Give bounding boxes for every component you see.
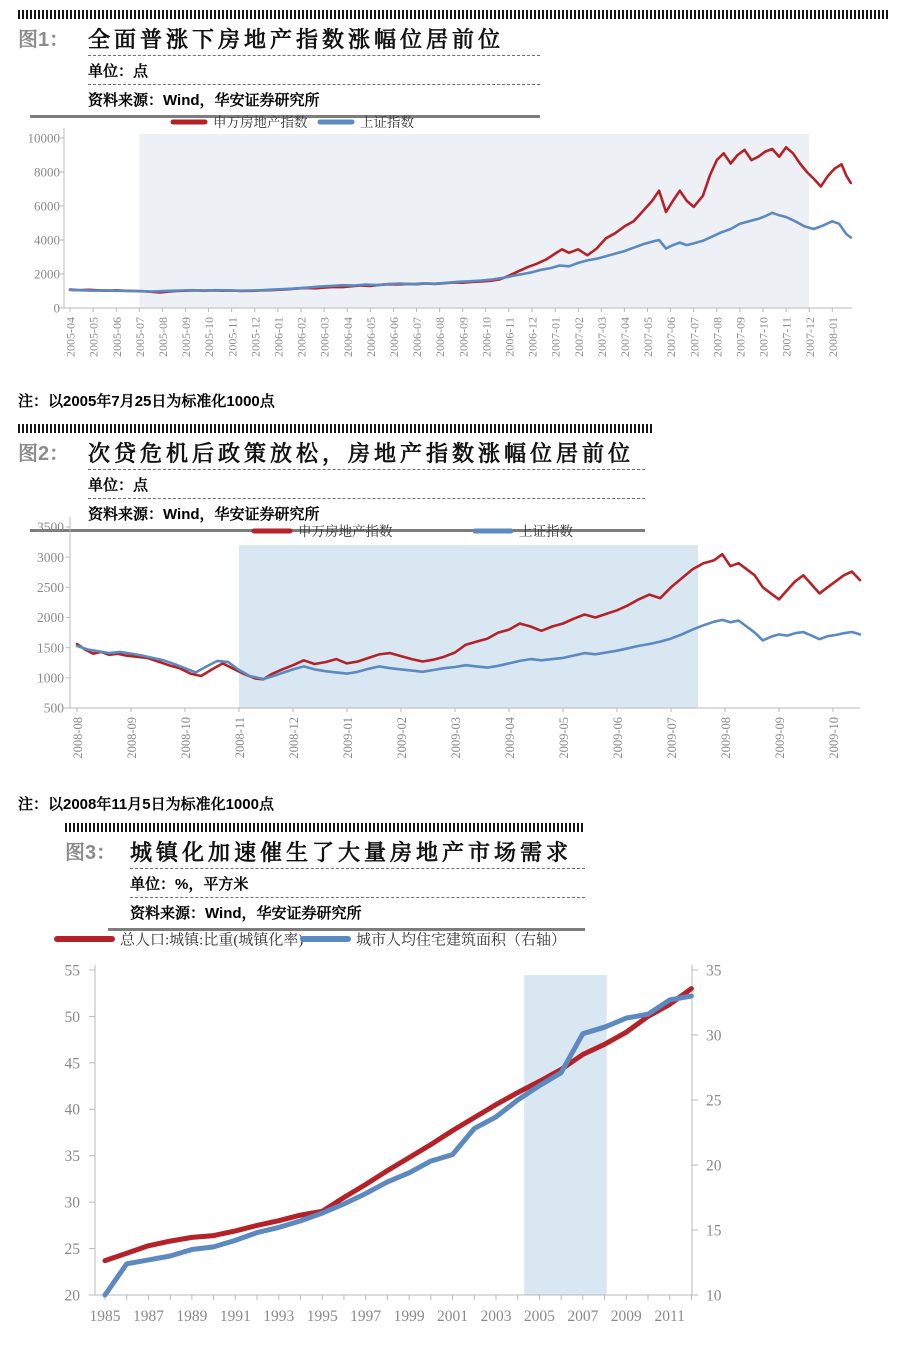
x-tick-label: 2005-06 (109, 317, 124, 357)
legend-label: 上证指数 (519, 524, 573, 539)
figure-1-header (18, 10, 890, 118)
y-tick-label: 1000 (37, 670, 64, 686)
x-tick-label: 2007 (567, 1308, 599, 1325)
x-tick-label: 2009-09 (772, 717, 787, 759)
figure-3-label: 图3： (65, 842, 117, 864)
x-tick-label: 2008-12 (286, 717, 301, 759)
x-tick-label: 2005-10 (202, 317, 217, 357)
x-tick-label: 2005-05 (86, 317, 101, 357)
x-tick-label: 2008-09 (124, 717, 139, 759)
figure-3-header (65, 823, 585, 931)
x-tick-label: 2007-11 (779, 317, 794, 357)
y-tick-label: 2500 (37, 580, 64, 596)
legend-label: 城市人均住宅建筑面积（右轴） (356, 932, 567, 949)
x-tick-label: 2007-12 (802, 317, 817, 357)
y-tick-label: 50 (64, 1008, 80, 1026)
legend-label: 总人口:城镇:比重(城镇化率) (120, 932, 304, 949)
pinstripe-bar (18, 10, 890, 19)
x-tick-label: 2006-04 (340, 317, 355, 357)
x-tick-label: 1991 (219, 1308, 251, 1325)
y-tick-label: 6000 (34, 198, 60, 214)
x-tick-label: 1987 (132, 1308, 164, 1325)
right-y-tick-label: 30 (706, 1027, 722, 1045)
figure-3-source: 资料来源：Wind，华安证券研究所 (130, 905, 362, 922)
x-tick-label: 1997 (350, 1308, 382, 1325)
y-tick-label: 8000 (34, 164, 60, 180)
x-tick-label: 2007-05 (641, 317, 656, 357)
x-tick-label: 1995 (306, 1308, 338, 1325)
x-tick-label: 2005-09 (179, 317, 194, 357)
x-tick-label: 2007-09 (733, 317, 748, 357)
figure-2-title: 次贷危机后政策放松，房地产指数涨幅位居前位 (88, 440, 635, 466)
pinstripe-bar (65, 823, 585, 832)
y-tick-label: 0 (53, 300, 60, 316)
highlight-band (524, 975, 607, 1295)
right-y-tick-label: 35 (706, 962, 722, 980)
x-tick-label: 2005-11 (225, 317, 240, 357)
figure-1-label: 图1： (18, 29, 70, 51)
x-tick-label: 2006-05 (363, 317, 378, 357)
x-tick-label: 2006-11 (502, 317, 517, 357)
legend-label: 上证指数 (360, 115, 414, 130)
y-tick-label: 20 (64, 1287, 80, 1305)
x-tick-label: 2006-10 (479, 317, 494, 357)
x-tick-label: 2009-03 (448, 717, 463, 759)
x-tick-label: 2003 (480, 1308, 512, 1325)
x-tick-label: 2006-12 (525, 317, 540, 357)
y-tick-label: 40 (64, 1101, 80, 1119)
x-tick-label: 2009-01 (340, 717, 355, 759)
x-tick-label: 2007-07 (687, 317, 702, 357)
x-tick-label: 1985 (89, 1308, 121, 1325)
y-tick-label: 10000 (27, 130, 60, 146)
y-tick-label: 500 (43, 700, 64, 716)
chart-1-canvas (0, 112, 900, 382)
x-tick-label: 2007-10 (756, 317, 771, 357)
x-tick-label: 2009-07 (664, 717, 679, 759)
figure-3-title: 城镇化加速催生了大量房地产市场需求 (130, 839, 573, 865)
chart-3-canvas (0, 925, 900, 1347)
y-tick-label: 1500 (37, 640, 64, 656)
x-tick-label: 2008-08 (70, 717, 85, 759)
x-tick-label: 2009 (610, 1308, 642, 1325)
x-tick-label: 2005-07 (132, 317, 147, 357)
x-tick-label: 2008-01 (825, 317, 840, 357)
figure-1-title: 全面普涨下房地产指数涨幅位居前位 (88, 26, 505, 52)
y-tick-label: 45 (64, 1055, 80, 1073)
figure-2-note: 注：以2008年11月5日为标准化1000点 (18, 796, 274, 813)
x-tick-label: 2007-02 (571, 317, 586, 357)
right-y-tick-label: 25 (706, 1092, 722, 1110)
figure-2-source: 资料来源：Wind，华安证券研究所 (88, 506, 320, 523)
x-tick-label: 2009-04 (502, 717, 517, 759)
x-tick-label: 2007-04 (617, 317, 632, 357)
y-tick-label: 55 (64, 962, 80, 980)
y-tick-label: 35 (64, 1148, 80, 1166)
y-tick-label: 3500 (37, 519, 64, 535)
x-tick-label: 1999 (393, 1308, 425, 1325)
x-tick-label: 2001 (437, 1308, 469, 1325)
right-y-tick-label: 20 (706, 1157, 722, 1175)
x-tick-label: 2007-08 (710, 317, 725, 357)
x-tick-label: 1993 (263, 1308, 295, 1325)
x-tick-label: 2006-06 (386, 317, 401, 357)
x-tick-label: 2008-10 (178, 717, 193, 759)
y-tick-label: 4000 (34, 232, 60, 248)
x-tick-label: 2005-04 (63, 317, 78, 357)
x-tick-label: 2006-03 (317, 317, 332, 357)
highlight-band (239, 545, 698, 708)
x-tick-label: 2005-12 (248, 317, 263, 357)
x-tick-label: 2011 (654, 1308, 685, 1325)
chart-2-canvas (0, 515, 900, 800)
figure-2-unit: 单位：点 (88, 477, 149, 494)
x-tick-label: 2009-05 (556, 717, 571, 759)
x-tick-label: 2006-08 (433, 317, 448, 357)
x-tick-label: 2006-09 (456, 317, 471, 357)
pinstripe-bar (18, 424, 652, 433)
x-tick-label: 2005 (523, 1308, 555, 1325)
y-tick-label: 2000 (37, 610, 64, 626)
x-tick-label: 1989 (176, 1308, 208, 1325)
x-tick-label: 2009-10 (826, 717, 841, 759)
y-tick-label: 3000 (37, 549, 64, 565)
x-tick-label: 2006-07 (410, 317, 425, 357)
y-tick-label: 30 (64, 1194, 80, 1212)
x-tick-label: 2006-01 (271, 317, 286, 357)
figure-1-source: 资料来源：Wind，华安证券研究所 (88, 92, 320, 109)
x-tick-label: 2006-02 (294, 317, 309, 357)
x-tick-label: 2008-11 (232, 717, 247, 759)
figure-1-note: 注：以2005年7月25日为标准化1000点 (18, 393, 275, 410)
legend-label: 申万房地产指数 (298, 524, 393, 539)
x-tick-label: 2007-01 (548, 317, 563, 357)
figure-2-label: 图2： (18, 443, 70, 465)
figure-1-unit: 单位：点 (88, 63, 149, 80)
right-y-tick-label: 15 (706, 1222, 722, 1240)
x-tick-label: 2005-08 (155, 317, 170, 357)
figure-3-unit: 单位：%，平方米 (130, 876, 249, 893)
y-tick-label: 2000 (34, 266, 60, 282)
right-y-tick-label: 10 (706, 1287, 722, 1305)
x-tick-label: 2009-02 (394, 717, 409, 759)
legend-label: 申万房地产指数 (213, 115, 308, 130)
y-tick-label: 25 (64, 1241, 80, 1258)
x-tick-label: 2007-06 (664, 317, 679, 357)
x-tick-label: 2007-03 (594, 317, 609, 357)
x-tick-label: 2009-06 (610, 717, 625, 759)
x-tick-label: 2009-08 (718, 717, 733, 759)
